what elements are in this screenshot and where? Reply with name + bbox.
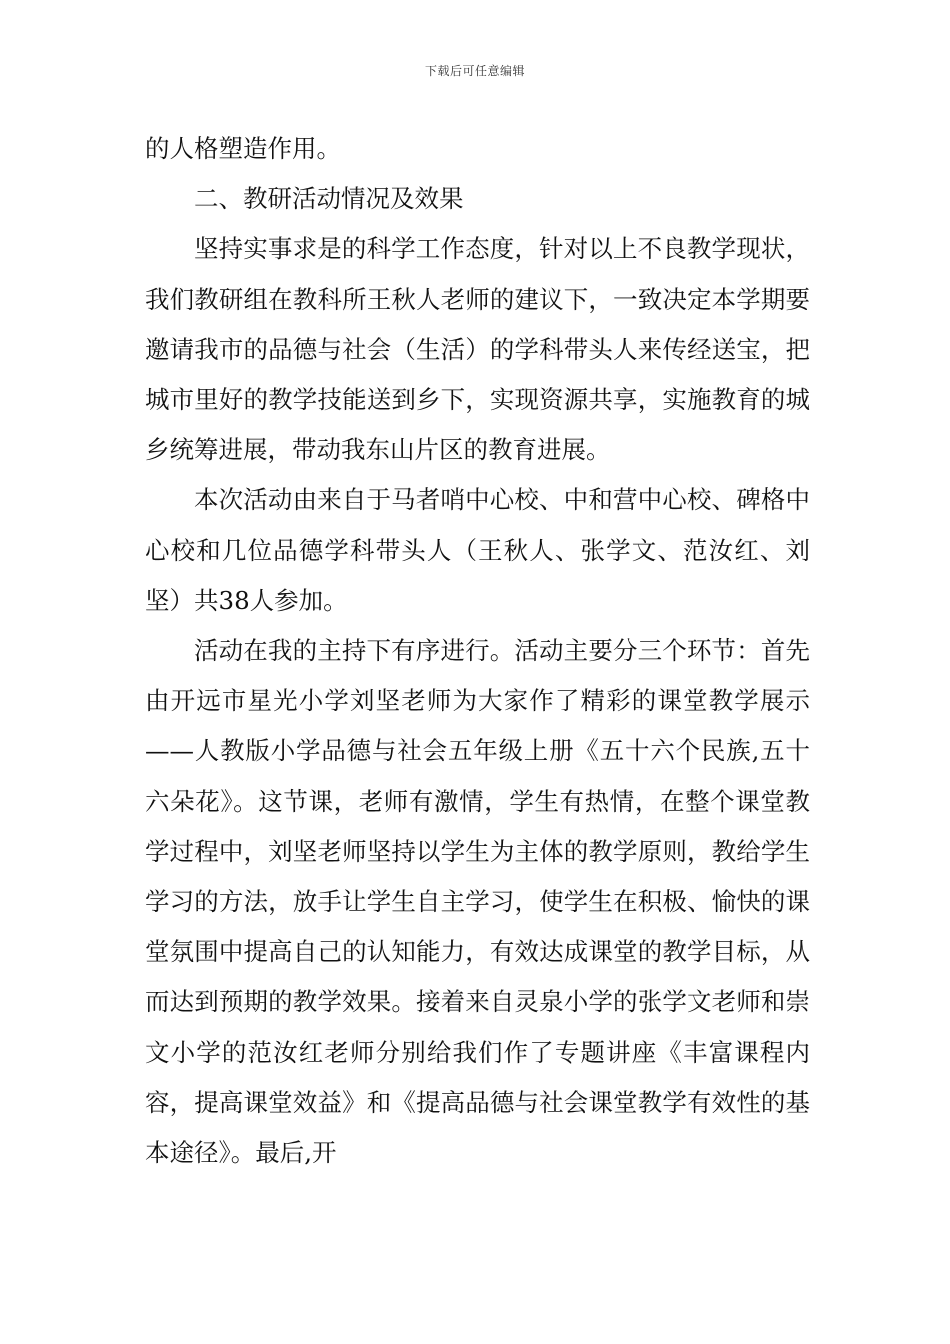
paragraph: 坚持实事求是的科学工作态度，针对以上不良教学现状，我们教研组在教科所王秋人老师的建议下，一致决定本学期要邀请我市的品德与社会（生活）的学科带头人来传经送宝，把城市里好的教学技能送到乡下，实现资源共享，实施教育的城乡统筹进展，带动我东山片区的教育进展。 xyxy=(145,234,810,465)
paragraph: 本次活动由来自于马者哨中心校、中和营中心校、碑格中心校和几位品德学科带头人（王秋人、张学文、范汝红、刘坚）共38人参加。 xyxy=(145,485,810,615)
paragraph-continuation: 的人格塑造作用。 xyxy=(145,134,341,163)
document-body xyxy=(145,124,810,1178)
section-heading: 二、教研活动情况及效果 xyxy=(194,184,464,214)
paragraph: 活动在我的主持下有序进行。活动主要分三个环节：首先由开远市星光小学刘坚老师为大家作了精彩的课堂教学展示——人教版小学品德与社会五年级上册《五十六个民族,五十六朵花》。这节课，老师有激情，学生有热情，在整个课堂教学过程中，刘坚老师坚持以学生为主体的教学原则，教给学生学习的方法，放手让学生自主学习，使学生在积极、愉快的课堂氛围中提高自己的认知能力，有效达成课堂的教学目标，从而达到预期的教学效果。接着来自灵泉小学的张学文老师和崇文小学的范汝红老师分别给我们作了专题讲座《丰富课程内容，提高课堂效益》和《提高品德与社会课堂教学有效性的基本途径》。最后,开 xyxy=(145,636,810,1168)
page-header: 下载后可任意编辑 xyxy=(424,64,525,78)
